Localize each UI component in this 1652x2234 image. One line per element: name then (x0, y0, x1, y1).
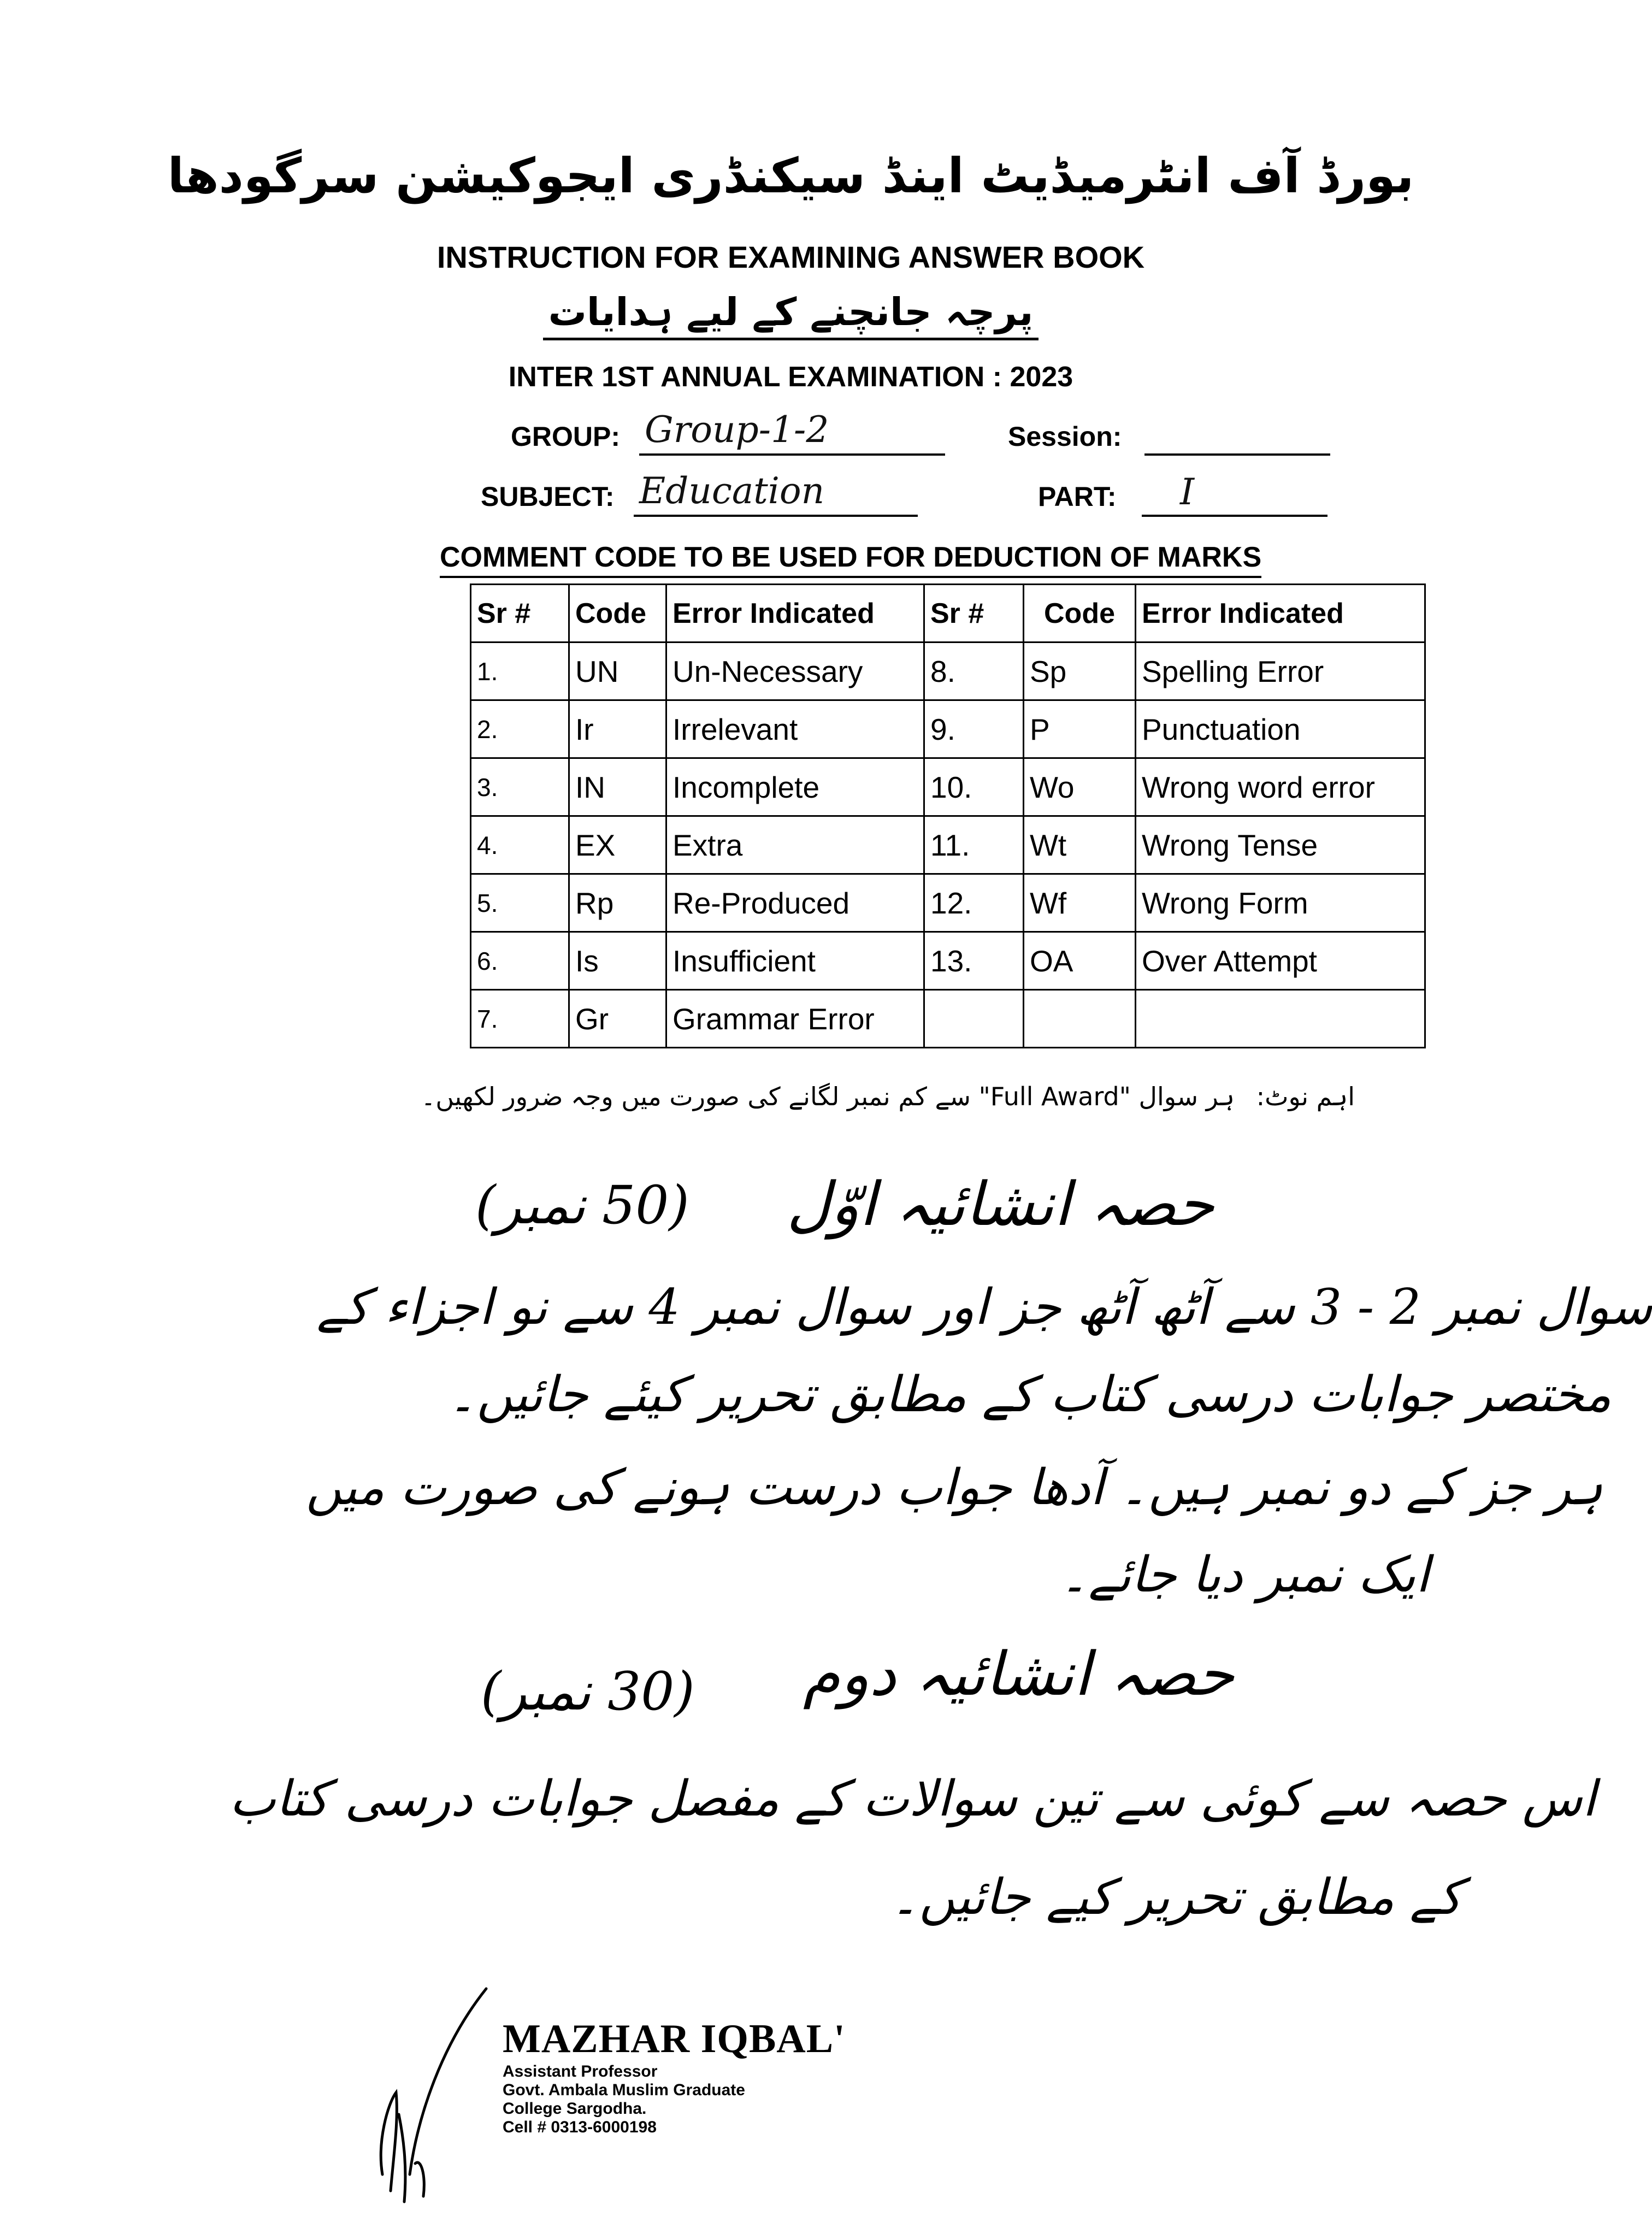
table-row (471, 990, 1425, 1048)
cell-error: Insufficient (666, 932, 924, 990)
cell-error-2: Wrong Tense (1136, 816, 1425, 874)
signature-mark (366, 1978, 492, 2213)
cell-code: EX (569, 816, 666, 874)
cell-code: Gr (569, 990, 666, 1048)
stamp-title: Assistant Professor (503, 2062, 658, 2080)
cell-code-2 (1024, 990, 1136, 1048)
note-text: ہر سوال "Full Award" سے کم نمبر لگانے کی صورت میں وجہ ضرور لکھیں۔ (421, 1082, 1235, 1111)
cell-sr: 7. (471, 990, 569, 1048)
section2-line1: اس حصہ سے کوئی سے تین سوالات کے مفصل جوابات درسی کتاب (229, 1770, 1596, 1828)
note-label: اہم نوٹ: (1256, 1082, 1355, 1111)
cell-code: Ir (569, 700, 666, 758)
table-row (471, 932, 1425, 990)
header-code: Code (569, 585, 666, 643)
cell-sr-2: 10. (924, 758, 1024, 816)
header-error-2: Error Indicated (1136, 585, 1425, 643)
cell-sr-2: 12. (924, 874, 1024, 932)
session-label: Session: (1008, 421, 1122, 452)
cell-sr: 6. (471, 932, 569, 990)
stamp-name: MAZHAR IQBAL' (503, 2017, 846, 2061)
cell-code: Rp (569, 874, 666, 932)
header-error: Error Indicated (666, 585, 924, 643)
section2-line2: کے مطابق تحریر کیے جائیں۔ (890, 1868, 1462, 1926)
part-label: PART: (1038, 481, 1117, 512)
comment-code-table (470, 583, 1426, 1048)
instruction-title-urdu-wrap (0, 290, 1582, 334)
cell-sr-2: 11. (924, 816, 1024, 874)
cell-error: Re-Produced (666, 874, 924, 932)
cell-sr-2: 13. (924, 932, 1024, 990)
stamp-cell: Cell # 0313-6000198 (503, 2118, 657, 2136)
cell-code-2: Wo (1024, 758, 1136, 816)
cell-sr: 1. (471, 643, 569, 700)
cell-error: Un-Necessary (666, 643, 924, 700)
table-row (471, 700, 1425, 758)
cell-sr-2: 8. (924, 643, 1024, 700)
board-title-urdu: بورڈ آف انٹرمیڈیٹ اینڈ سیکنڈری ایجوکیشن سرگودھا (167, 148, 1414, 204)
cell-error-2: Spelling Error (1136, 643, 1425, 700)
table-row (471, 874, 1425, 932)
group-label: GROUP: (511, 421, 620, 452)
comment-code-title: COMMENT CODE TO BE USED FOR DEDUCTION OF MARKS (440, 541, 1261, 578)
instruction-title: INSTRUCTION FOR EXAMINING ANSWER BOOK (436, 240, 1145, 274)
section2-marks: (30 نمبر) (481, 1661, 695, 1722)
session-underline (1144, 453, 1330, 456)
header-sr-2: Sr # (924, 585, 1024, 643)
cell-code-2: Wt (1024, 816, 1136, 874)
section1-line1: سوال نمبر 2 - 3 سے آٹھ آٹھ جز اور سوال نمبر 4 سے نو اجزاء کے (317, 1278, 1652, 1336)
cell-code: Is (569, 932, 666, 990)
exam-title: INTER 1ST ANNUAL EXAMINATION : 2023 (508, 361, 1073, 393)
instruction-title-urdu: پرچہ جانچنے کے لیے ہدایات (543, 290, 1039, 340)
section1-heading: حصہ انشائیہ اوّل (787, 1169, 1214, 1239)
part-underline (1142, 515, 1328, 517)
cell-sr: 3. (471, 758, 569, 816)
group-underline (639, 453, 945, 456)
cell-code-2: OA (1024, 932, 1136, 990)
table-header-row (471, 585, 1425, 643)
section1-line4: ایک نمبر دیا جائے۔ (1060, 1546, 1430, 1604)
part-value: I (1180, 471, 1195, 513)
cell-code-2: P (1024, 700, 1136, 758)
table-row (471, 758, 1425, 816)
section1-line3: ہر جز کے دو نمبر ہیں۔ آدھا جواب درست ہونے کی صورت میں (306, 1459, 1603, 1516)
cell-error-2: Punctuation (1136, 700, 1425, 758)
cell-sr: 5. (471, 874, 569, 932)
subject-underline (634, 515, 918, 517)
header-sr: Sr # (471, 585, 569, 643)
section2-heading: حصہ انشائیہ دوم (803, 1639, 1235, 1709)
cell-error-2 (1136, 990, 1425, 1048)
cell-error-2: Wrong Form (1136, 874, 1425, 932)
cell-error: Grammar Error (666, 990, 924, 1048)
cell-error: Extra (666, 816, 924, 874)
stamp-institution-2: College Sargodha. (503, 2100, 647, 2118)
cell-sr: 2. (471, 700, 569, 758)
cell-error: Irrelevant (666, 700, 924, 758)
table-row (471, 816, 1425, 874)
group-value: Group-1-2 (645, 409, 829, 451)
subject-value: Education (639, 470, 825, 512)
cell-sr: 4. (471, 816, 569, 874)
section1-marks: (50 نمبر) (475, 1175, 689, 1236)
cell-code-2: Sp (1024, 643, 1136, 700)
subject-label: SUBJECT: (481, 481, 615, 512)
cell-code: IN (569, 758, 666, 816)
header-code-2: Code (1024, 585, 1136, 643)
cell-error-2: Wrong word error (1136, 758, 1425, 816)
cell-sr-2 (924, 990, 1024, 1048)
cell-code: UN (569, 643, 666, 700)
cell-code-2: Wf (1024, 874, 1136, 932)
professor-stamp (503, 2016, 846, 2137)
cell-error-2: Over Attempt (1136, 932, 1425, 990)
stamp-institution: Govt. Ambala Muslim Graduate (503, 2081, 745, 2099)
section1-line2: مختصر جوابات درسی کتاب کے مطابق تحریر کیئے جائیں۔ (448, 1366, 1612, 1423)
table-row (471, 643, 1425, 700)
cell-sr-2: 9. (924, 700, 1024, 758)
cell-error: Incomplete (666, 758, 924, 816)
